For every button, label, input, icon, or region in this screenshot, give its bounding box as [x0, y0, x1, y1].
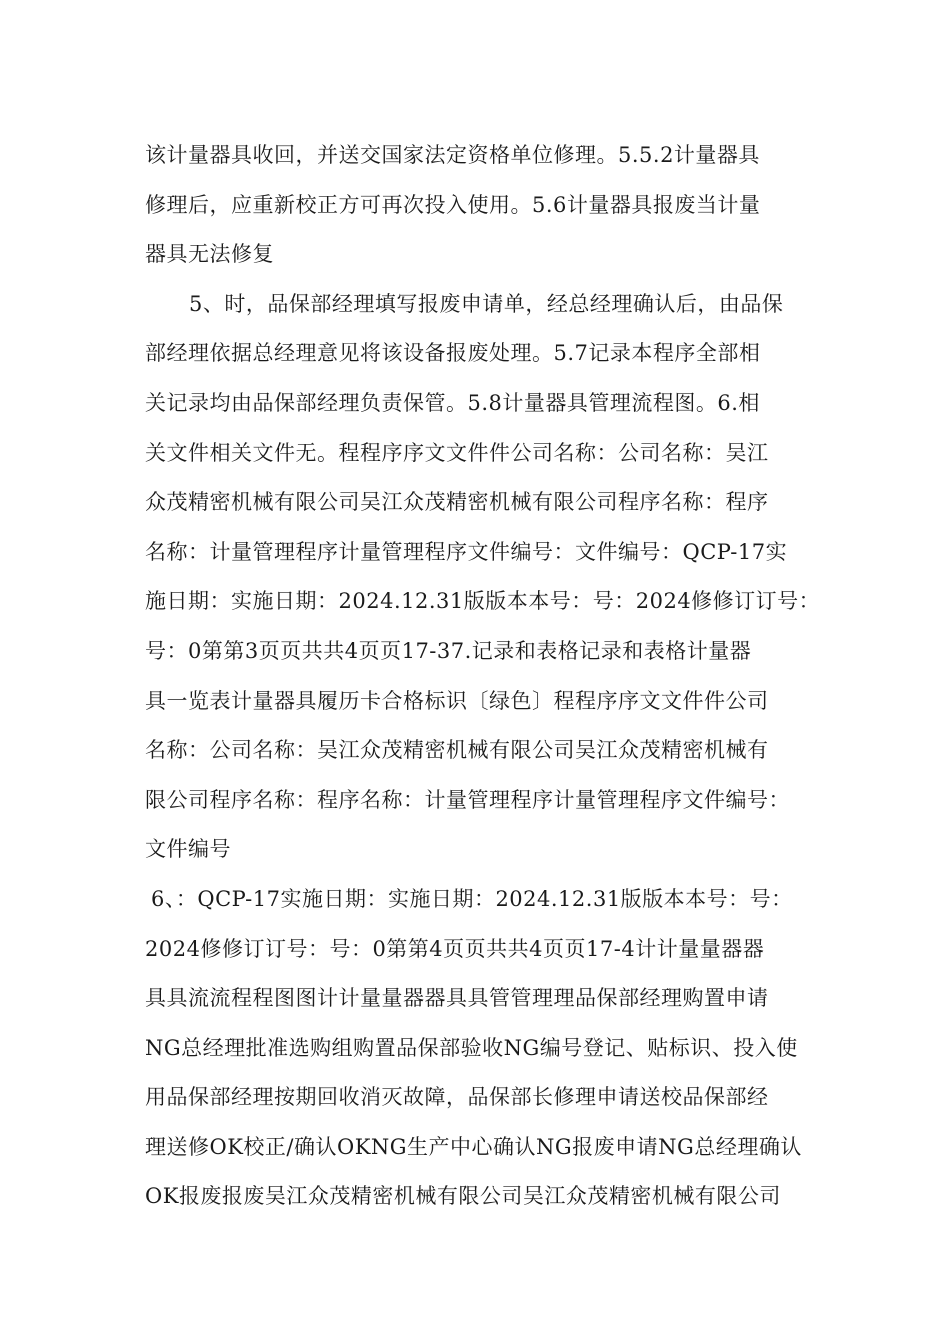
paragraph-2 [145, 280, 825, 875]
text-line: 文件编号 [145, 837, 231, 862]
document-body [145, 131, 825, 1222]
paragraph-1 [145, 131, 825, 280]
paragraph-3 [145, 875, 825, 1222]
text-line: OK报废报废吴江众茂精密机械有限公司吴江众茂精密机械有限公司 [145, 1184, 781, 1209]
text-line: 关记录均由品保部经理负责保管。5.8计量器具管理流程图。6.相 [145, 390, 760, 415]
text-line: 修理后，应重新校正方可再次投入使用。5.6计量器具报废当计量 [145, 192, 761, 217]
text-line: 关文件相关文件无。程程序序文文件件公司名称：公司名称：吴江 [145, 440, 769, 465]
text-line: 2024修修订订号：号：0第第4页页共共4页页17-4计计量量器器 [145, 936, 765, 961]
text-line: NG总经理批准选购组购置品保部验收NG编号登记、贴标识、投入使 [145, 1035, 798, 1060]
text-line: 部经理依据总经理意见将该设备报废处理。5.7记录本程序全部相 [145, 341, 761, 366]
text-line: 名称：计量管理程序计量管理程序文件编号：文件编号：QCP-17实 [145, 539, 788, 564]
text-line: 具具流流程程图图计计量量器器具具管管理理品保部经理购置申请 [145, 986, 769, 1011]
text-line: 名称：公司名称：吴江众茂精密机械有限公司吴江众茂精密机械有 [145, 738, 769, 763]
text-line: 施日期：实施日期：2024.12.31版版本本号：号：2024修修订订号： [145, 589, 821, 614]
text-line: 具一览表计量器具履历卡合格标识〔绿色〕程程序序文文件件公司 [145, 688, 769, 713]
text-line: 5、时，品保部经理填写报废申请单，经总经理确认后，由品保 [189, 291, 784, 316]
text-line: 众茂精密机械有限公司吴江众茂精密机械有限公司程序名称：程序 [145, 490, 769, 515]
text-line: 该计量器具收回，并送交国家法定资格单位修理。5.5.2计量器具 [145, 143, 760, 167]
text-line: 用品保部经理按期回收消灭故障，品保部长修理申请送校品保部经 [145, 1085, 769, 1110]
text-line: 6、：QCP-17实施日期：实施日期：2024.12.31版版本本号：号： [151, 886, 793, 911]
text-line: 限公司程序名称：程序名称：计量管理程序计量管理程序文件编号： [145, 787, 790, 812]
text-line: 号：0第第3页页共共4页页17-37.记录和表格记录和表格计量器 [145, 638, 752, 663]
text-line: 器具无法修复 [145, 242, 274, 267]
text-line: 理送修OK校正/确认OKNG生产中心确认NG报废申请NG总经理确认 [145, 1134, 802, 1159]
